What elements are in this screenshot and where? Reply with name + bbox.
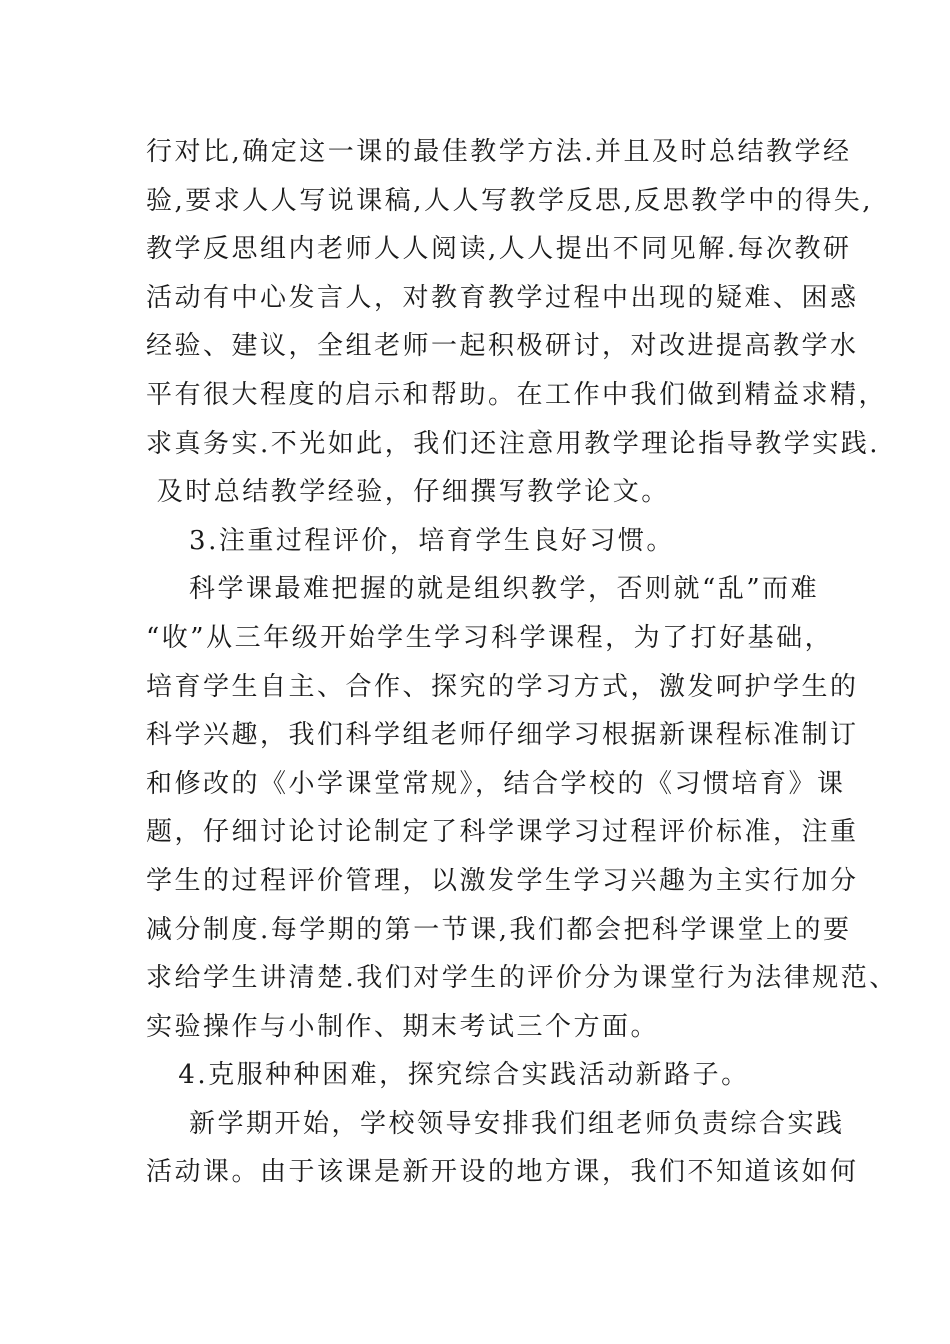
text-line: 活动课。由于该课是新开设的地方课，我们不知道该如何 <box>146 1157 859 1188</box>
text-line: 减分制度.每学期的第一节课,我们都会把科学课堂上的要 <box>146 914 852 945</box>
text-line: 行对比,确定这一课的最佳教学方法.并且及时总结教学经 <box>146 137 852 167</box>
text-line: 验,要求人人写说课稿,人人写教学反思,反思教学中的得失, <box>146 185 874 216</box>
text-line: 科学课最难把握的就是组织教学，否则就“乱”而难 <box>146 574 820 605</box>
text-line: 学生的过程评价管理，以激发学生学习兴趣为主实行加分 <box>146 865 859 896</box>
text-line: 求给学生讲清楚.我们对学生的评价分为课堂行为法律规范、 <box>146 963 898 994</box>
section-heading: 3.注重过程评价，培育学生良好习惯。 <box>146 525 675 556</box>
text-line: 题，仔细讨论讨论制定了科学课学习过程评价标准，注重 <box>146 817 859 848</box>
text-line: 培育学生自主、合作、探究的学习方式，激发呵护学生的 <box>146 671 859 702</box>
text-line: 实验操作与小制作、期末考试三个方面。 <box>146 1011 660 1042</box>
text-line: 科学兴趣，我们科学组老师仔细学习根据新课程标准制订 <box>146 720 859 751</box>
text-line: 新学期开始，学校领导安排我们组老师负责综合实践 <box>146 1108 845 1139</box>
text-line: 活动有中心发言人，对教育教学过程中出现的疑难、困惑 <box>146 282 859 313</box>
text-line: 和修改的《小学课堂常规》，结合学校的《习惯培育》课 <box>146 768 846 799</box>
text-line: 及时总结教学经验，仔细撰写教学论文。 <box>146 477 670 508</box>
text-line: 求真务实.不光如此，我们还注意用教学理论指导教学实践. <box>146 428 881 459</box>
body-text <box>146 128 898 1197</box>
section-heading: 4.克服种种困难，探究综合实践活动新路子。 <box>146 1060 750 1091</box>
text-line: 平有很大程度的启示和帮助。在工作中我们做到精益求精， <box>146 379 888 410</box>
text-line: 经验、建议，全组老师一起积极研讨，对改进提高教学水 <box>146 331 859 362</box>
text-line: 教学反思组内老师人人阅读,人人提出不同见解.每次教研 <box>146 234 852 265</box>
text-line: “收”从三年级开始学生学习科学课程，为了打好基础， <box>146 622 834 653</box>
